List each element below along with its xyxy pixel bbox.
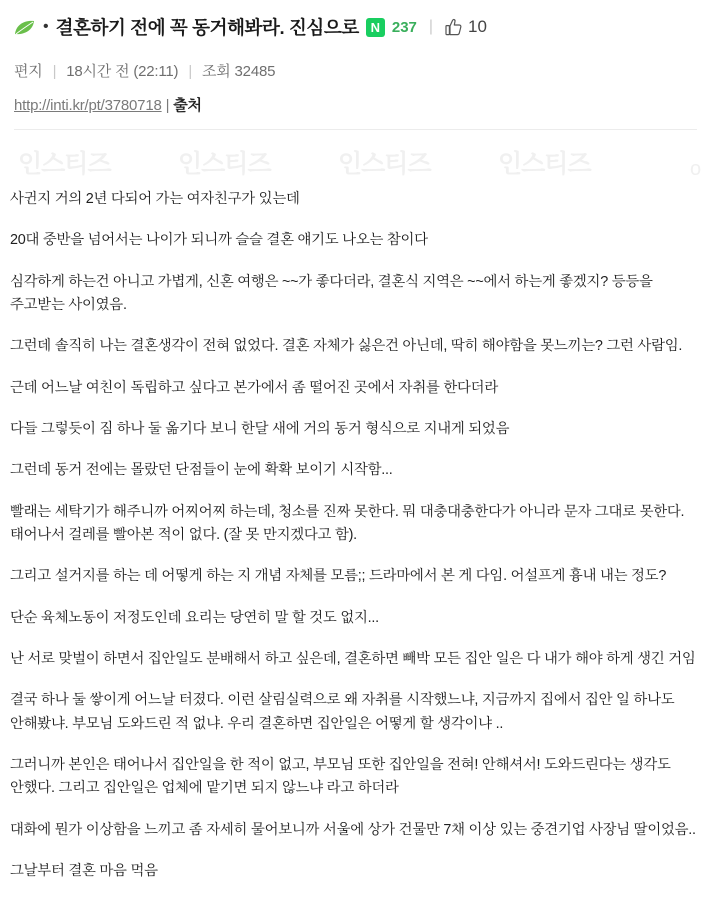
meta-separator-1: | xyxy=(52,63,57,80)
page-title: 결혼하기 전에 꼭 동거해봐라. 진심으로 xyxy=(55,17,359,38)
watermark-band xyxy=(0,136,711,188)
like-button[interactable] xyxy=(445,17,487,37)
body-paragraph: 그리고 설거지를 하는 데 어떻게 하는 지 개념 자체를 모름;; 드라마에서 본 게 다임. 어설프게 흉내 내는 정도? xyxy=(10,568,667,585)
source-row xyxy=(14,94,697,115)
body-paragraph: 그런데 동거 전에는 몰랐던 단점들이 눈에 확확 보이기 시작함... xyxy=(10,462,393,479)
watermark-text: 인스티즈 xyxy=(18,150,111,178)
source-label: 출처 xyxy=(173,97,202,114)
new-badge: N xyxy=(366,18,385,37)
body-paragraph: 대화에 뭔가 이상함을 느끼고 좀 자세히 물어보니까 서울에 상가 건물만 7채 이상 있는 중견기업 사장님 딸이었음.. xyxy=(10,821,696,838)
body-paragraph: 단순 육체노동이 저정도인데 요리는 당연히 말 할 것도 없지... xyxy=(10,609,379,626)
header-divider: | xyxy=(428,18,434,35)
post-body xyxy=(0,188,711,883)
body-paragraph: 그러니까 본인은 태어나서 집안일을 한 적이 없고, 부모님 또한 집안일을 전혀! 안해셔서! 도와드린다는 생각도 안했다. 그리고 집안일은 업체에 맡기면 되지 않느냐 라고 하더라 xyxy=(10,756,671,797)
body-paragraph: 빨래는 세탁기가 해주니까 어찌어찌 하는데, 청소를 진짜 못한다. 뭐 대충대충한다가 아니라 문자 그대로 못한다. 태어나서 걸레를 빨아본 적이 없다. (잘 못 만지겠다고 함). xyxy=(10,503,685,543)
meta-separator-2: | xyxy=(188,63,193,80)
body-paragraph: 그런데 솔직히 나는 결혼생각이 전혀 없었다. 결혼 자체가 싫은건 아닌데, 딱히 해야함을 못느끼는? 그런 사람임. xyxy=(10,338,683,355)
body-paragraph: 다들 그렇듯이 짐 하나 둘 옮기다 보니 한달 새에 거의 동거 형식으로 지내게 되었음 xyxy=(10,420,510,437)
view-count: 조회 32485 xyxy=(201,63,276,80)
source-url-link[interactable]: http://inti.kr/pt/3780718 xyxy=(14,97,162,114)
thumbs-up-icon xyxy=(445,18,462,36)
watermark-text: 인스티즈 xyxy=(178,150,271,178)
body-paragraph: 근데 어느날 여친이 독립하고 싶다고 본가에서 좀 떨어진 곳에서 자취를 한다더라 xyxy=(10,379,498,396)
leaf-icon xyxy=(14,19,36,37)
comment-count[interactable]: 237 xyxy=(391,18,417,36)
like-count: 10 xyxy=(468,17,487,36)
post-header xyxy=(0,0,711,130)
title-row xyxy=(14,12,697,42)
body-paragraph: 난 서로 맞벌이 하면서 집안일도 분배해서 하고 싶은데, 결혼하면 빼박 모든 집안 일은 다 내가 해야 하게 생긴 거임 xyxy=(10,650,696,667)
watermark-text: 인스티즈 xyxy=(498,150,591,178)
post-time: 18시간 전 (22:11) xyxy=(66,63,179,80)
header-rule xyxy=(14,129,697,130)
body-paragraph: 20대 중반을 넘어서는 나이가 되니까 슬슬 결혼 얘기도 나오는 참이다 xyxy=(10,232,428,249)
body-paragraph: 결국 하나 둘 쌓이게 어느날 터졌다. 이런 살림실력으로 왜 자취를 시작했느냐, 지금까지 집에서 집안 일 하나도 안해봤냐. 부모님 도와드린 적 없냐. 우리 결혼하면 집안일은 어떻게 할 생각이냐 .. xyxy=(10,692,675,732)
watermark-text: 인스티즈 xyxy=(338,150,431,178)
watermark-dot: o xyxy=(690,158,702,180)
meta-separator-3: | xyxy=(165,97,170,114)
post-meta xyxy=(14,60,697,81)
body-paragraph: 그날부터 결혼 마음 먹음 xyxy=(10,862,158,879)
author-name[interactable]: 편지 xyxy=(14,63,43,80)
body-paragraph: 심각하게 하는건 아니고 가볍게, 신혼 여행은 ~~가 좋다더라, 결혼식 지역은 ~~에서 하는게 좋겠지? 등등을 주고받는 사이였음. xyxy=(10,273,653,313)
body-paragraph: 사귄지 거의 2년 다되어 가는 여자친구가 있는데 xyxy=(10,191,300,207)
title-bullet: • xyxy=(43,18,49,35)
